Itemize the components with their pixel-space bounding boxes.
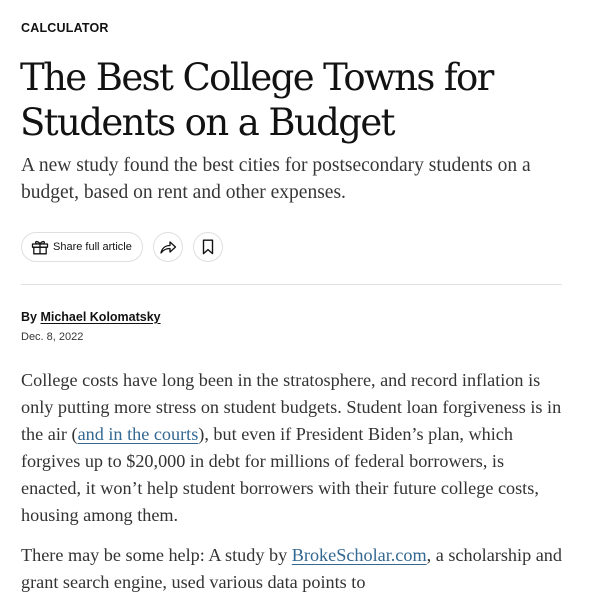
save-bookmark-button[interactable] xyxy=(193,232,223,262)
header-divider xyxy=(21,284,562,285)
article-summary: A new study found the best cities for postsecondary students on a budget, based on rent and other expenses. xyxy=(21,155,531,203)
share-icon xyxy=(159,239,177,255)
share-full-article-button[interactable] xyxy=(21,232,143,262)
article-headline: The Best College Towns for Students on a Budget xyxy=(20,56,493,144)
courts-link[interactable]: and in the courts xyxy=(77,424,199,444)
gift-icon xyxy=(31,239,49,255)
author-link[interactable]: Michael Kolomatsky xyxy=(40,310,161,324)
brokescholar-link[interactable]: BrokeScholar.com xyxy=(291,545,427,565)
paragraph-text: , a scholarship and grant search engine, used various data points to xyxy=(21,545,562,592)
section-kicker[interactable]: CALCULATOR xyxy=(21,21,109,35)
bookmark-icon xyxy=(202,239,214,255)
byline-prefix: By xyxy=(21,310,41,324)
body-paragraph-2 xyxy=(21,542,566,596)
paragraph-text: College costs have long been in the stratosphere, and record inflation is only putting more stress on student budgets. Student loan forgiveness is in the air ( xyxy=(21,370,562,444)
publish-date: Dec. 8, 2022 xyxy=(21,331,84,343)
share-button[interactable] xyxy=(153,232,183,262)
paragraph-text: ), but even if President Biden’s plan, which forgives up to $20,000 in debt for millions of federal borrowers, is enacted, it won’t help student borrowers with their future college costs, housing among them. xyxy=(21,424,539,525)
share-full-article-label: Share full article xyxy=(53,241,132,253)
paragraph-text: There may be some help: A study by xyxy=(21,545,292,565)
body-paragraph-1 xyxy=(21,367,566,529)
article-toolbar xyxy=(21,232,223,262)
byline xyxy=(21,310,161,324)
